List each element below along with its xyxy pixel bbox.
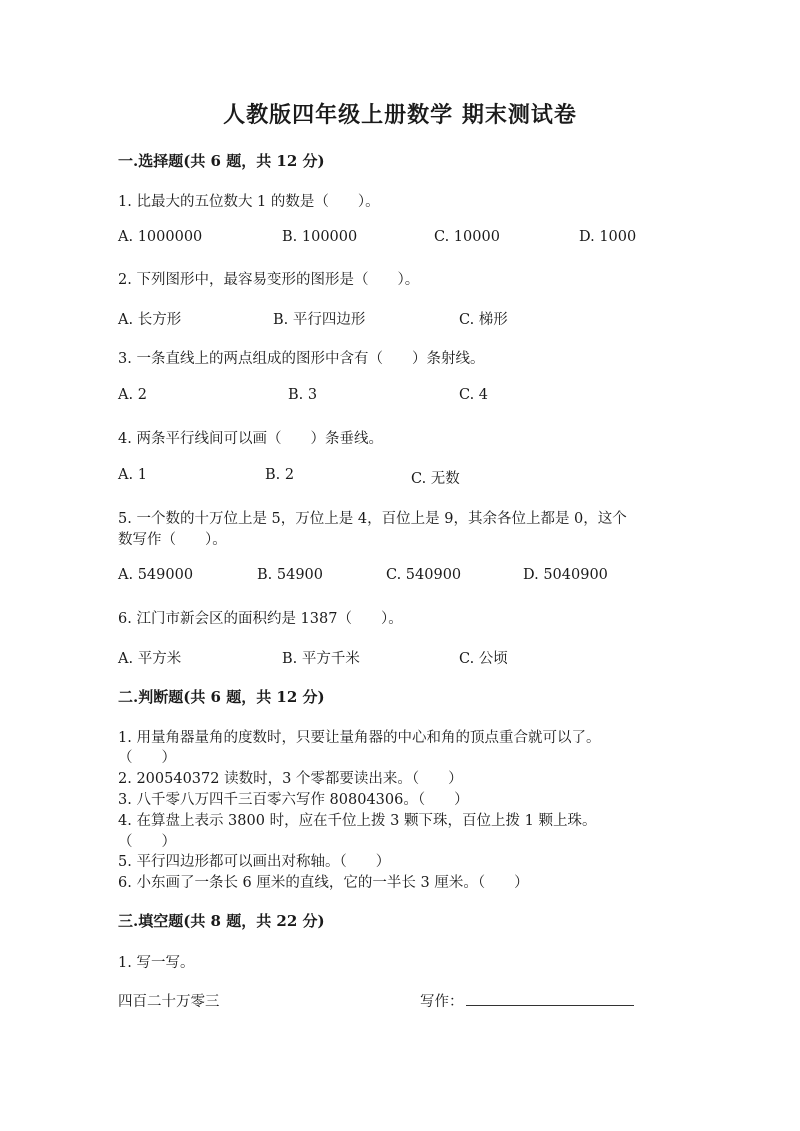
option-c: C. 540900 bbox=[386, 567, 462, 583]
option-b: B. 3 bbox=[288, 387, 318, 403]
page-title: 人教版四年级上册数学 期末测试卷 bbox=[223, 102, 577, 128]
fill-answer bbox=[420, 990, 634, 1011]
option-d: D. 5040900 bbox=[523, 567, 608, 583]
option-b: B. 54900 bbox=[257, 567, 324, 583]
option-a: A. 2 bbox=[118, 387, 147, 403]
option-d: D. 1000 bbox=[579, 229, 637, 245]
option-a: A. 长方形 bbox=[118, 312, 182, 328]
judgment-item: 1. 用量角器量角的度数时，只要让量角器的中心和角的顶点重合就可以了。 bbox=[118, 730, 601, 746]
option-c: C. 4 bbox=[459, 387, 489, 403]
judgment-item: 6. 小东画了一条长 6 厘米的直线，它的一半长 3 厘米。（ ） bbox=[118, 875, 529, 891]
option-a: A. 平方米 bbox=[118, 651, 182, 667]
option-c: C. 10000 bbox=[434, 229, 500, 245]
question-text: 1. 写一写。 bbox=[118, 955, 195, 971]
question-text-continued: 数写作（ ）。 bbox=[118, 532, 227, 548]
question-text: 3. 一条直线上的两点组成的图形中含有（ ）条射线。 bbox=[118, 351, 485, 367]
section-heading-fill: 三.填空题(共 8 题，共 22 分) bbox=[118, 912, 325, 930]
section-heading-judgment: 二.判断题(共 6 题，共 12 分) bbox=[118, 688, 325, 706]
option-a: A. 1000000 bbox=[118, 229, 203, 245]
question-text: 6. 江门市新会区的面积约是 1387（ ）。 bbox=[118, 611, 403, 627]
answer-line[interactable] bbox=[466, 991, 634, 1006]
judgment-item: 5. 平行四边形都可以画出对称轴。（ ） bbox=[118, 854, 391, 870]
option-a: A. 549000 bbox=[118, 567, 194, 583]
option-a: A. 1 bbox=[118, 467, 147, 483]
question-text: 4. 两条平行线间可以画（ ）条垂线。 bbox=[118, 431, 383, 447]
section-heading-choice: 一.选择题(共 6 题，共 12 分) bbox=[118, 152, 325, 170]
judgment-answer-blank: （ ） bbox=[118, 750, 176, 766]
option-b: B. 平行四边形 bbox=[273, 312, 366, 328]
question-text: 1. 比最大的五位数大 1 的数是（ ）。 bbox=[118, 194, 380, 210]
option-b: B. 100000 bbox=[282, 229, 358, 245]
judgment-item: 4. 在算盘上表示 3800 时，应在千位上拨 3 颗下珠，百位上拨 1 颗上珠。 bbox=[118, 813, 597, 829]
option-c: C. 公顷 bbox=[459, 651, 508, 667]
option-c: C. 梯形 bbox=[459, 312, 508, 328]
option-b: B. 平方千米 bbox=[282, 651, 360, 667]
fill-answer-label: 写作： bbox=[420, 994, 464, 1010]
fill-item: 四百二十万零三 bbox=[118, 994, 220, 1010]
option-b: B. 2 bbox=[265, 467, 295, 483]
judgment-item: 2. 200540372 读数时，3 个零都要读出来。（ ） bbox=[118, 771, 463, 787]
option-c: C. 无数 bbox=[411, 471, 460, 487]
question-text: 2. 下列图形中，最容易变形的图形是（ ）。 bbox=[118, 272, 420, 288]
question-text: 5. 一个数的十万位上是 5，万位上是 4，百位上是 9，其余各位上都是 0，这个 bbox=[118, 511, 627, 527]
judgment-item: 3. 八千零八万四千三百零六写作 80804306。（ ） bbox=[118, 792, 469, 808]
judgment-answer-blank: （ ） bbox=[118, 834, 176, 850]
